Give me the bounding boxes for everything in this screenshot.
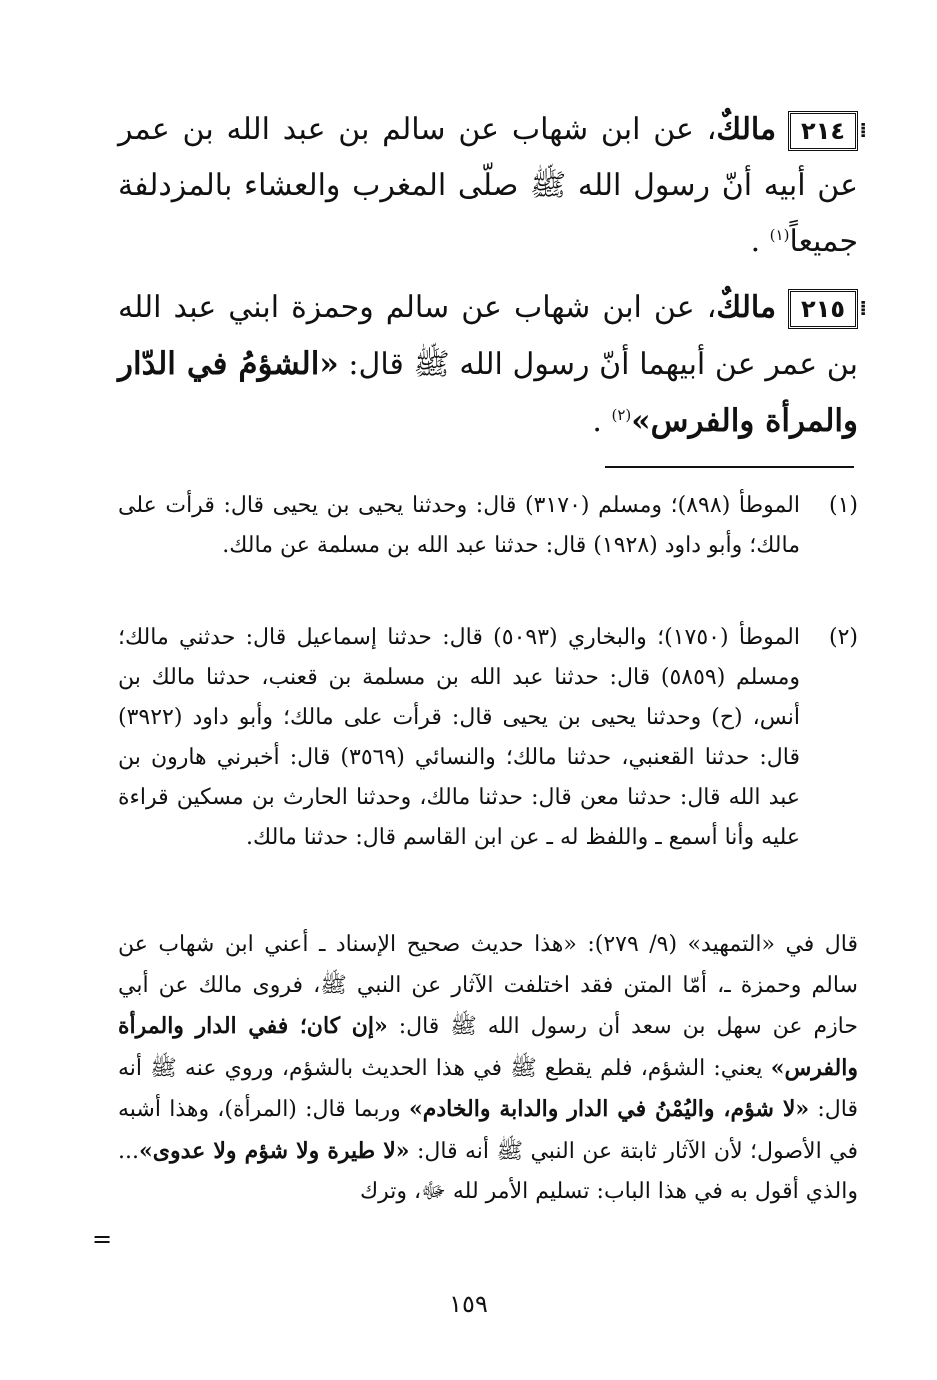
footnote-text: الموطأ (٨٩٨)؛ ومسلم (٣١٧٠) قال: وحدثنا يحيى بن يحيى قال: قرأت على مالك؛ وأبو داود (١٩٢٨) قال: حدثنا عبد الله بن مسلمة عن مالك. [118,493,800,558]
hadith-text: ، عن ابن شهاب عن سالم وحمزة ابني عبد الله بن عمر عن أبيهما أنّ رسول الله ﷺ قال: [118,290,858,382]
footnote-reference[interactable]: (٢) [611,406,632,424]
hadith-narrator: مالكٌ [716,112,777,147]
hadith-215: ⁞ ٢١٥مالكٌ، عن ابن شهاب عن سالم وحمزة ابني عبد الله بن عمر عن أبيهما أنّ رسول الله ﷺ قال: «الشؤمُ في الدّار والمرأة والفرس»$^{(٢)}$ . [118,290,867,439]
hadith-number-badge: ⁞ ٢١٤ [788,111,858,151]
quoted-hadith: «إن كان؛ ففي الدار والمرأة والفرس» [118,1013,858,1081]
ornament-icon: ⁞ [859,118,867,142]
commentary-paragraph: قال في «التمهيد» (٩/ ٢٧٩): «هذا حديث صحيح الإسناد ـ أعني ابن شهاب عن سالم وحمزة ـ، أمّا المتن فقد اختلفت الآثار عن النبي ﷺ، فروى مالك عن أبي حازم عن سهل بن سعد أن رسول الله ﷺ قال: «إن كان؛ ففي الدار والمرأة والفرس» يعني: الشؤم، فلم يقطع ﷺ في هذا الحديث بالشؤم، وروي عنه ﷺ أنه قال: «لا شؤم، واليُمْنُ في الدار والدابة والخادم» وربما قال: (المرأة)، وهذا أشبه في الأصول؛ لأن الآثار ثابتة عن النبي ﷺ أنه قال: «لا طيرة ولا شؤم ولا عدوى»... والذي أقول به في هذا الباب: تسليم الأمر لله ﷻ، وترك [118,932,858,1204]
page-number: ١٥٩ [449,1290,488,1318]
hadith-214: ⁞ ٢١٤مالكٌ، عن ابن شهاب عن سالم بن عبد الله بن عمر عن أبيه أنّ رسول الله ﷺ صلّى المغرب والعشاء بالمزدلفة جميعاً$^{(١)}$ . [118,112,867,259]
footnote-number: (١) [828,493,858,518]
footnote-reference[interactable]: (١) [769,226,790,244]
footnote-1 [118,486,858,566]
hadith-text: ، عن ابن شهاب عن سالم بن عبد الله بن عمر عن أبيه أنّ رسول الله ﷺ صلّى المغرب والعشاء بالمزدلفة جميعاً [118,112,858,259]
footnote-separator [605,466,854,468]
quoted-hadith: «لا طيرة ولا شؤم ولا عدوى» [138,1137,410,1164]
hadith-quote: «الشؤمُ في الدّار والمرأة والفرس» [118,346,858,439]
hadith-narrator: مالكٌ [716,290,777,325]
footnote-2 [118,618,858,858]
footnote-text: الموطأ (١٧٥٠)؛ والبخاري (٥٠٩٣) قال: حدثنا إسماعيل قال: حدثني مالك؛ ومسلم (٥٨٥٩) قال: حدثنا عبد الله بن مسلمة بن قعنب، حدثنا مالك بن أنس، (ح) وحدثنا يحيى بن يحيى قال: قرأت على مالك؛ وأبو داود (٣٩٢٢) قال: حدثنا القعنبي، حدثنا مالك؛ والنسائي (٣٥٦٩) قال: أخبرني هارون بن عبد الله قال: حدثنا معن قال: حدثنا مالك، وحدثنا الحارث بن مسكين قراءة عليه وأنا أسمع ـ واللفظ له ـ عن ابن القاسم قال: حدثنا مالك. [118,625,800,850]
footnote-number: (٢) [828,625,858,650]
quoted-hadith: «لا شؤم، واليُمْنُ في الدار والدابة والخادم» [408,1096,810,1122]
ornament-icon: ⁞ [859,296,867,320]
hadith-number-badge: ⁞ ٢١٥ [788,289,858,329]
continuation-mark: = [92,1225,113,1253]
